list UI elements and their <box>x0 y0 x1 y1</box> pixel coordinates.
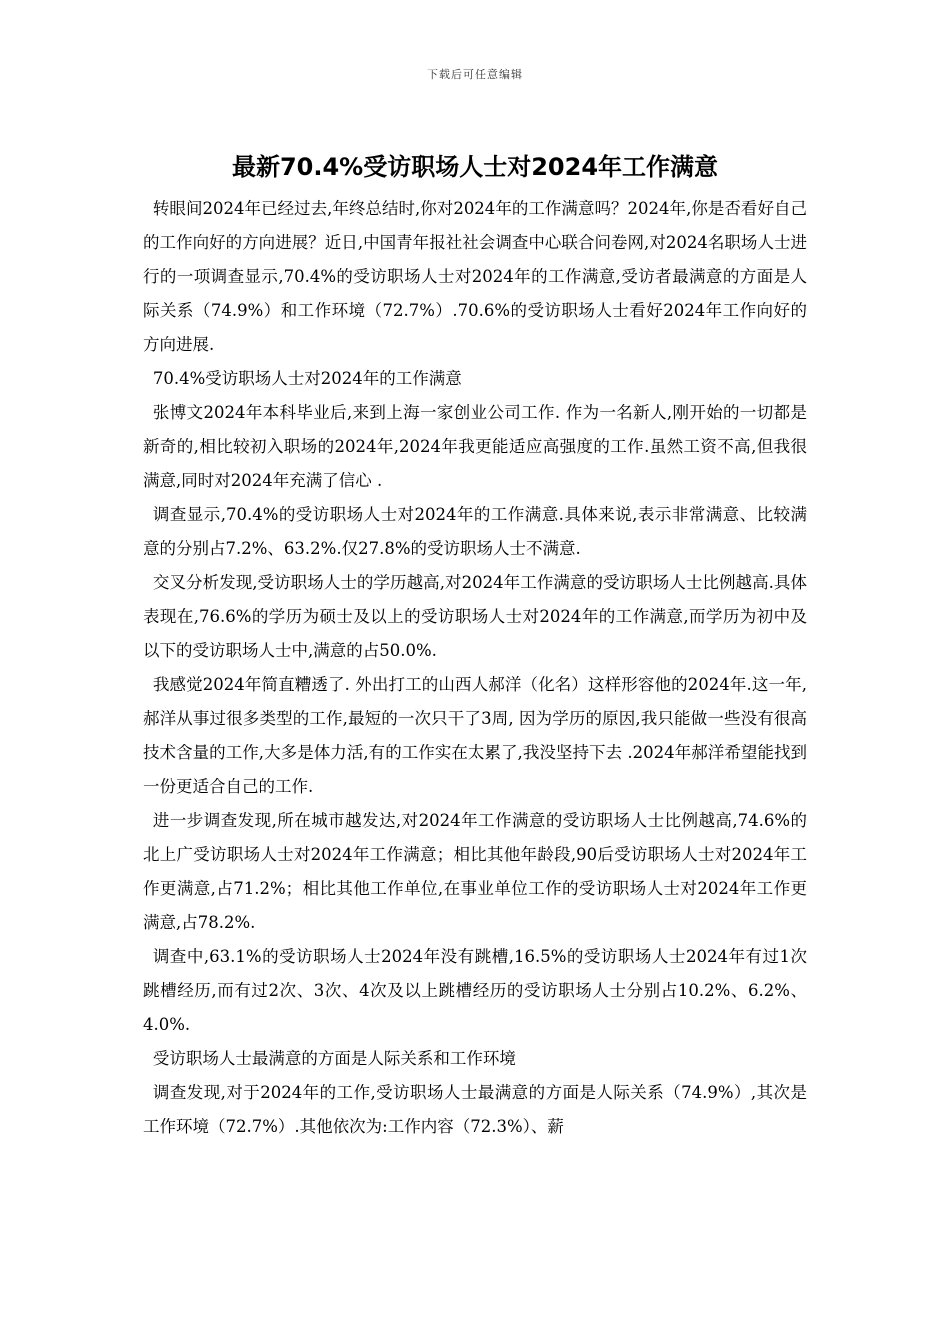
section-heading-satisfaction: 70.4%受访职场人士对2024年的工作满意 <box>152 369 462 388</box>
document-title: 最新70.4%受访职场人士对2024年工作满意 <box>231 153 719 181</box>
page-header-note: 下载后可任意编辑 <box>427 68 523 81</box>
section-heading-most-satisfied: 受访职场人士最满意的方面是人际关系和工作环境 <box>152 1049 516 1068</box>
paragraph-hao-yang: 我感觉2024年简直糟透了. 外出打工的山西人郝洋（化名）这样形容他的2024年.这一年,郝洋从事过很多类型的工作,最短的一次只干了3周, 因为学历的原因,我只能做一些没有很高技术含量的工作,大多是体力活,有的工作实在太累了,我没坚持下去 .2024年郝洋希望能找到一份更适合自己的工作. <box>143 675 807 796</box>
paragraph-education-analysis: 交叉分析发现,受访职场人士的学历越高,对2024年工作满意的受访职场人士比例越高.具体表现在,76.6%的学历为硕士及以上的受访职场人士对2024年的工作满意,而学历为初中及以下的受访职场人士中,满意的占50.0%. <box>143 573 807 660</box>
paragraph-survey-result: 调查显示,70.4%的受访职场人士对2024年的工作满意.具体来说,表示非常满意、比较满意的分别占7.2%、63.2%.仅27.8%的受访职场人士不满意. <box>143 505 807 558</box>
paragraph-most-satisfied: 调查发现,对于2024年的工作,受访职场人士最满意的方面是人际关系（74.9%）,其次是工作环境（72.7%）.其他依次为:工作内容（72.3%）、薪 <box>143 1083 807 1136</box>
paragraph-zhang-bowen: 张博文2024年本科毕业后,来到上海一家创业公司工作. 作为一名新人,刚开始的一切都是新奇的,相比较初入职场的2024年,2024年我更能适应高强度的工作.虽然工资不高,但我很满意,同时对2024年充满了信心 . <box>143 403 807 490</box>
paragraph-city-analysis: 进一步调查发现,所在城市越发达,对2024年工作满意的受访职场人士比例越高,74.6%的北上广受访职场人士对2024年工作满意；相比其他年龄段,90后受访职场人士对2024年工作更满意,占71.2%；相比其他工作单位,在事业单位工作的受访职场人士对2024年工作更满意,占78.2%. <box>143 811 807 932</box>
paragraph-job-hopping: 调查中,63.1%的受访职场人士2024年没有跳槽,16.5%的受访职场人士2024年有过1次跳槽经历,而有过2次、3次、4次及以上跳槽经历的受访职场人士分别占10.2%、6.2%、4.0%. <box>143 947 807 1034</box>
paragraph-intro: 转眼间2024年已经过去,年终总结时,你对2024年的工作满意吗？2024年,你是否看好自己的工作向好的方向进展？近日,中国青年报社社会调查中心联合问卷网,对2024名职场人士进行的一项调查显示,70.4%的受访职场人士对2024年的工作满意,受访者最满意的方面是人际关系（74.9%）和工作环境（72.7%）.70.6%的受访职场人士看好2024年工作向好的方向进展. <box>143 199 807 354</box>
document-body <box>143 192 807 1144</box>
